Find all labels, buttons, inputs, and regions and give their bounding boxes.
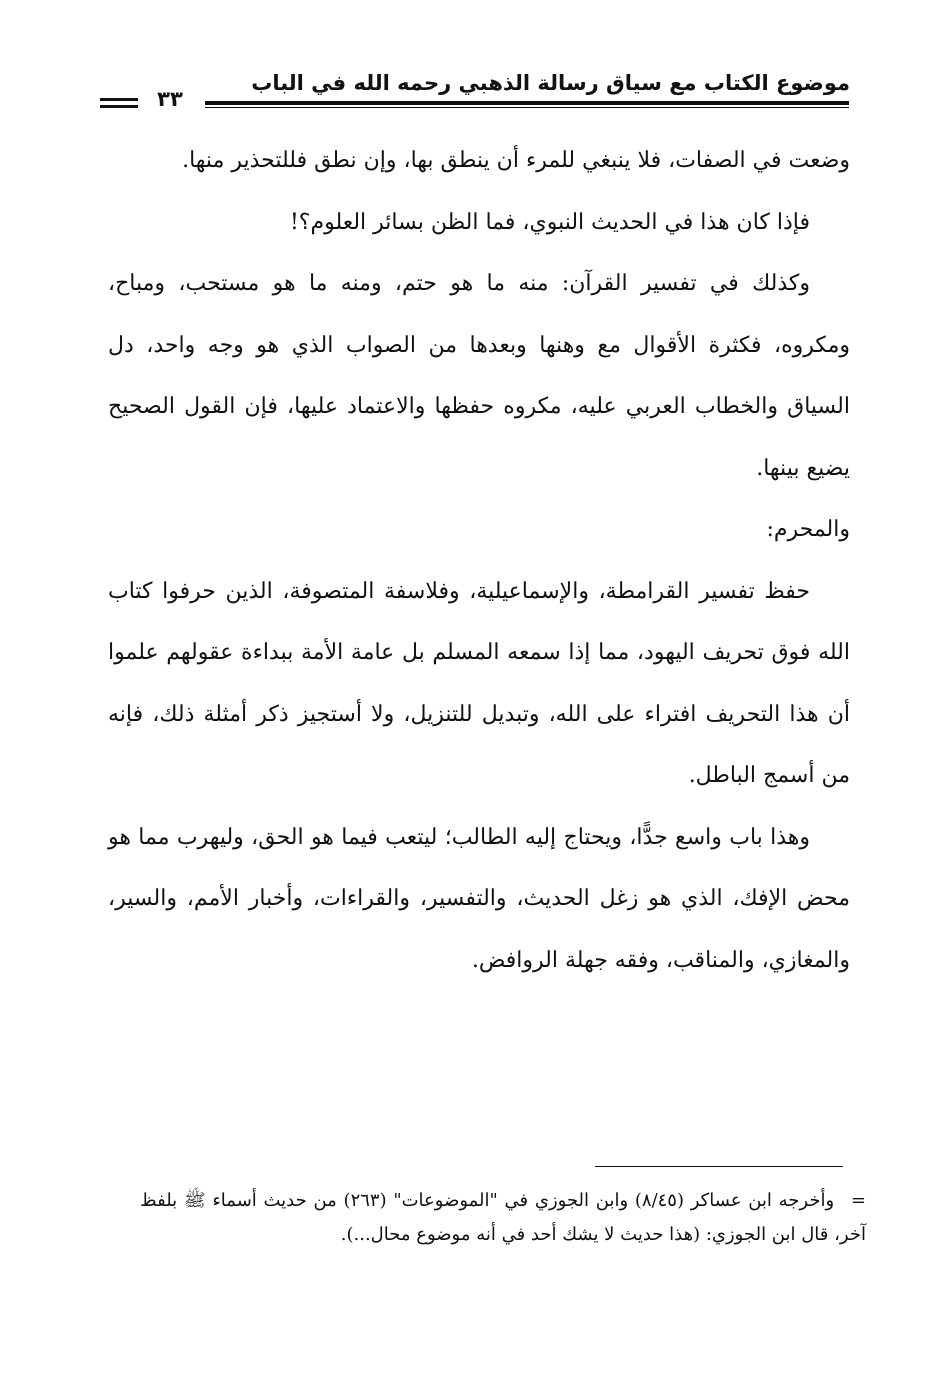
footnote-marker: = (850, 1190, 866, 1211)
header-rule (205, 101, 849, 105)
footnote-separator (595, 1166, 843, 1167)
paragraph: فإذا كان هذا في الحديث النبوي، فما الظن بسائر العلوم؟! (289, 209, 810, 235)
paragraph: وهذا باب واسع جدًّا، ويحتاج إليه الطالب؛ ليتعب فيما هو الحق، وليهرب مما هو محض الإفك، الذي هو زغل الحديث، والتفسير، والقراءات، وأخبار الأمم، والسير، والمغازي، والمناقب، وفقه جهلة الروافض. (108, 824, 850, 973)
page-number: ٣٣ (157, 87, 183, 111)
header-rule-thin (205, 107, 849, 108)
page-number-rule-top (100, 98, 138, 101)
paragraph-heading: والمحرم: (766, 517, 850, 542)
paragraph: وكذلك في تفسير القرآن: منه ما هو حتم، ومنه ما هو مستحب، ومباح، ومكروه، فكثرة الأقوال مع وهنها وبعدها من الصواب الذي هو وجه واحد، دل السياق والخطاب العربي عليه، مكروه حفظها والاعتماد عليها، فإن القول الصحيح يضيع بينها. (108, 271, 850, 481)
running-header-title: موضوع الكتاب مع سياق رسالة الذهبي رحمه الله في الباب (251, 71, 850, 95)
paragraph-continuation: وضعت في الصفات، فلا ينبغي للمرء أن ينطق بها، وإن نطق فللتحذير منها. (182, 148, 850, 173)
page-number-rule-bottom (100, 105, 138, 108)
footnote-text: وأخرجه ابن عساكر (٨/٤٥) وابن الجوزي في "الموضوعات" (٢٦٣) من حديث أسماء ﷺ بلفظ آخر، قال ابن الجوزي: (هذا حديث لا يشك أحد في أنه موضوع محال...). (140, 1190, 866, 1245)
footnote (140, 1184, 866, 1252)
body-text (108, 130, 850, 991)
paragraph: حفظ تفسير القرامطة، والإسماعيلية، وفلاسفة المتصوفة، الذين حرفوا كتاب الله فوق تحريف اليهود، مما إذا سمعه المسلم بل عامة الأمة ببداءة عقولهم علموا أن هذا التحريف افتراء على الله، وتبديل للتنزيل، ولا أستجيز ذكر أمثلة ذلك، فإنه من أسمج الباطل. (108, 578, 850, 788)
